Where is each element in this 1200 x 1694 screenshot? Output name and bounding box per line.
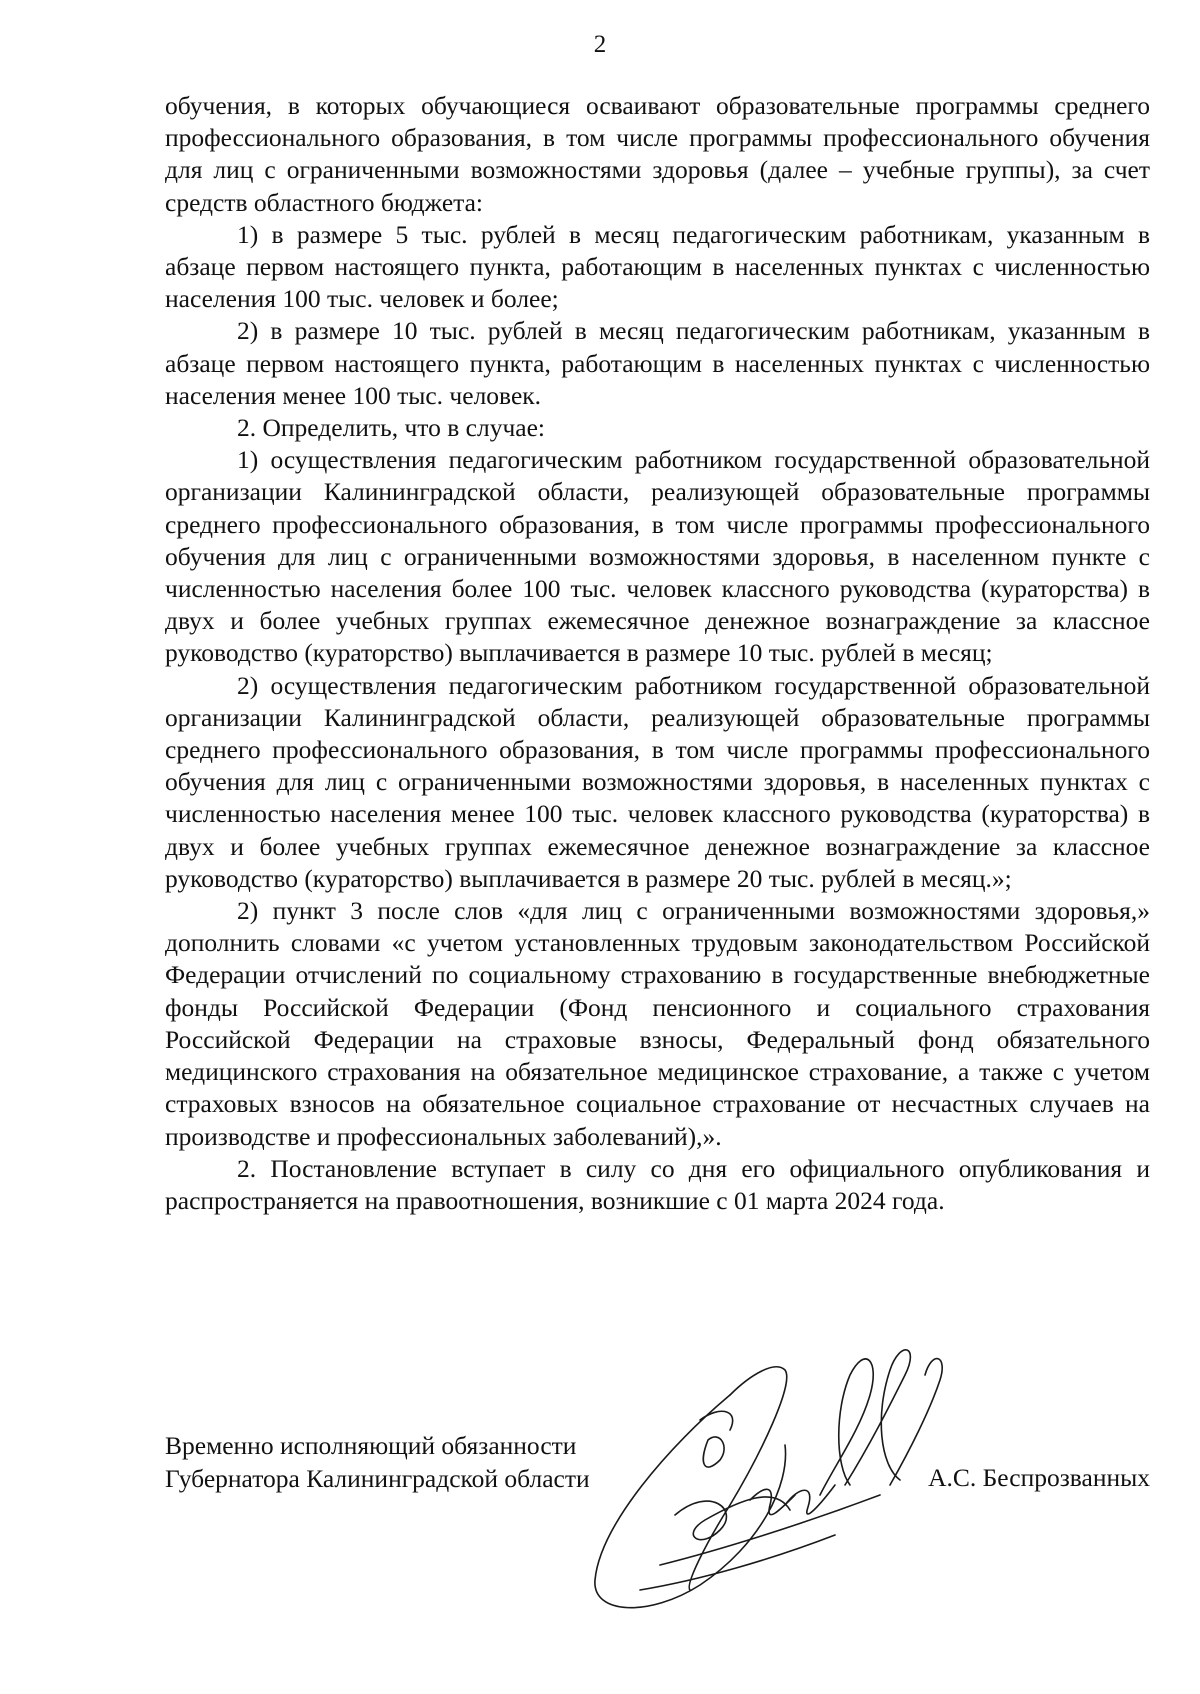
signatory-name: А.С. Беспрозванных [928,1463,1150,1492]
paragraph: обучения, в которых обучающиеся осваивают образовательные программы среднего профессионального образования, в том числе программы профессионального обучения для лиц с ограниченными возможностями здоровья (далее – учебные группы), за счет средств областного бюджета: [165,91,1150,217]
paragraph: 2) пункт 3 после слов «для лиц с ограниченными возможностями здоровья,» дополнить словами «с учетом установленных трудовым законодательством Российской Федерации отчислений по социальному страхованию в государственные внебюджетные фонды Российской Федерации (Фонд пенсионного и социального страхования Российской Федерации на страховые взносы, Федеральный фонд обязательного медицинского страхования на обязательное медицинское страхование, а также с учетом страховых взносов на обязательное социальное страхование от несчастных случаев на производстве и профессиональных заболеваний),». [165,896,1150,1151]
paragraph: 2) осуществления педагогическим работником государственной образовательной организации Калининградской области, реализующей образовательные программы среднего профессионального образования, в том числе программы профессионального обучения для лиц с ограниченными возможностями здоровья, в населенных пунктах с численностью населения менее 100 тыс. человек классного руководства (кураторства) в двух и более учебных группах ежемесячное денежное вознаграждение за классное руководство (кураторство) выплачивается в размере 20 тыс. рублей в месяц.»; [165,670,1150,893]
paragraph: 2. Определить, что в случае: [237,413,545,443]
document-body [165,90,1150,1217]
paragraph: 1) в размере 5 тыс. рублей в месяц педагогическим работникам, указанным в абзаце первом настоящего пункта, работающим в населенных пунктах с численностью населения 100 тыс. человек и более; [165,219,1150,314]
handwritten-signature [580,1335,960,1625]
signatory-title-line: Временно исполняющий обязанности [165,1431,577,1460]
page-number: 2 [593,31,607,58]
paragraph: 2. Постановление вступает в силу со дня его официального опубликования и распространяется на правоотношения, возникшие с 01 марта 2024 года. [165,1153,1150,1215]
paragraph: 1) осуществления педагогическим работником государственной образовательной организации Калининградской области, реализующей образовательные программы среднего профессионального образования, в том числе программы профессионального обучения для лиц с ограниченными возможностями здоровья, в населенном пункте с численностью населения более 100 тыс. человек классного руководства (кураторства) в двух и более учебных группах ежемесячное денежное вознаграждение за классное руководство (кураторство) выплачивается в размере 10 тыс. рублей в месяц; [165,445,1150,668]
signatory-title [165,1430,590,1495]
signatory-title-line: Губернатора Калининградской области [165,1463,590,1493]
paragraph: 2) в размере 10 тыс. рублей в месяц педагогическим работникам, указанным в абзаце первом настоящего пункта, работающим в населенных пунктах с численностью населения менее 100 тыс. человек. [165,316,1150,410]
